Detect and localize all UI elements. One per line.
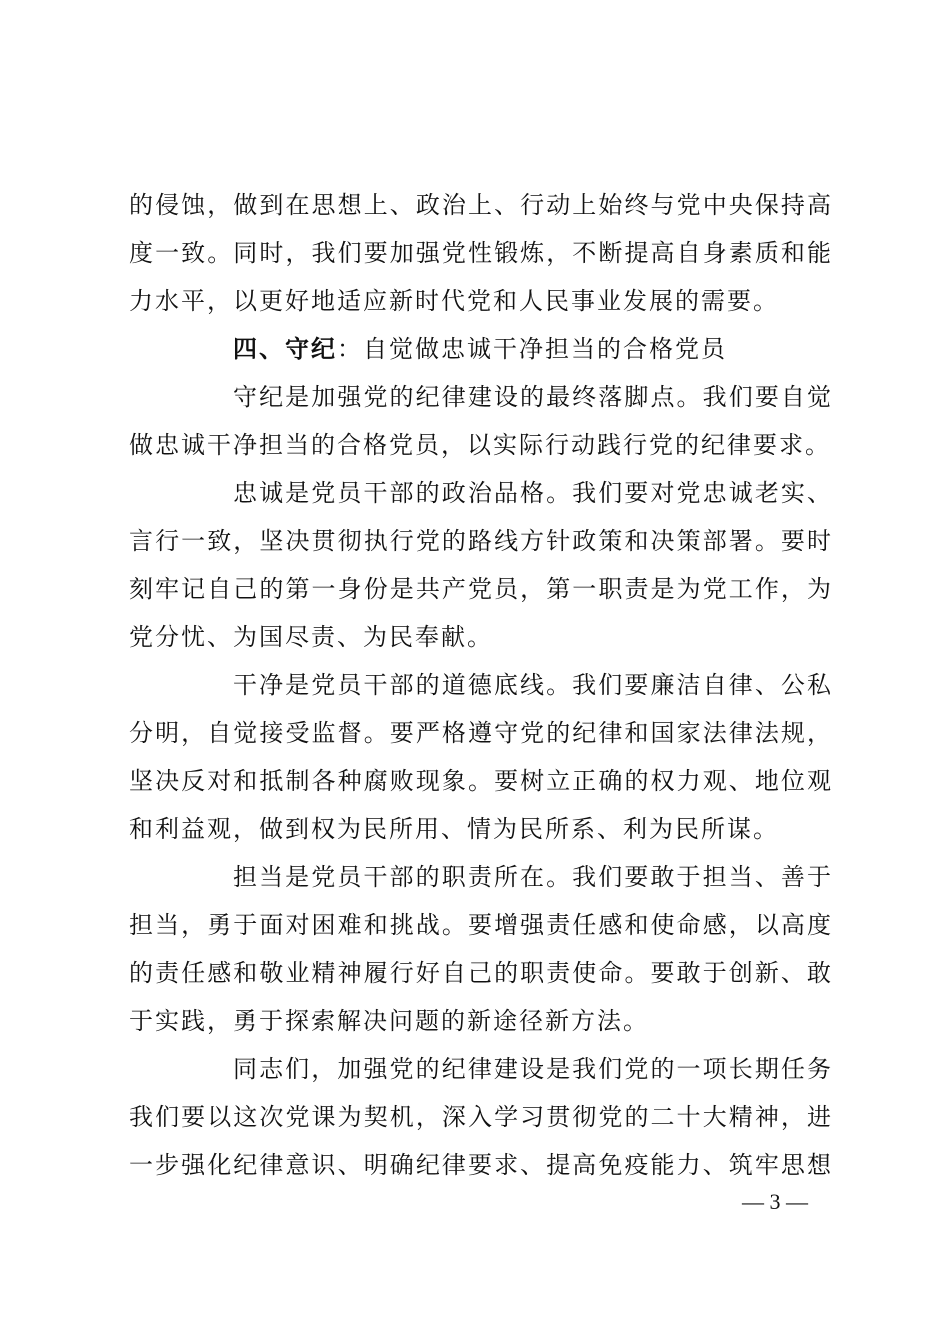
- section-heading-number: 四、守纪: [233, 335, 337, 363]
- text-line: 忠诚是党员干部的政治品格。我们要对党忠诚老实、: [233, 479, 831, 507]
- page-number: — 3 —: [742, 1189, 808, 1214]
- text-line: 的责任感和敬业精神履行好自己的职责使命。要敢于创新、敢: [129, 959, 831, 987]
- text-line: 度一致。同时，我们要加强党性锻炼，不断提高自身素质和能: [129, 239, 831, 267]
- text-line: 我们要以这次党课为契机，深入学习贯彻党的二十大精神，进: [129, 1103, 831, 1131]
- text-line: 做忠诚干净担当的合格党员，以实际行动践行党的纪律要求。: [129, 431, 831, 459]
- text-line: 言行一致，坚决贯彻执行党的路线方针政策和决策部署。要时: [129, 527, 831, 555]
- text-line: 的侵蚀，做到在思想上、政治上、行动上始终与党中央保持高: [129, 191, 831, 219]
- text-line: 一步强化纪律意识、明确纪律要求、提高免疫能力、筑牢思想: [129, 1151, 831, 1179]
- text-line: 坚决反对和抵制各种腐败现象。要树立正确的权力观、地位观: [129, 767, 831, 795]
- text-line: 同志们，加强党的纪律建设是我们党的一项长期任务: [233, 1055, 831, 1083]
- text-line: 刻牢记自己的第一身份是共产党员，第一职责是为党工作，为: [129, 575, 831, 603]
- text-line: 干净是党员干部的道德底线。我们要廉洁自律、公私: [233, 671, 831, 699]
- text-line: 守纪是加强党的纪律建设的最终落脚点。我们要自觉: [233, 383, 831, 411]
- text-line: 担当是党员干部的职责所在。我们要敢于担当、善于: [233, 863, 831, 891]
- text-line: 于实践，勇于探索解决问题的新途径新方法。: [129, 1007, 649, 1035]
- text-line: 党分忧、为国尽责、为民奉献。: [129, 623, 493, 651]
- text-line: 分明，自觉接受监督。要严格遵守党的纪律和国家法律法规，: [129, 719, 831, 747]
- text-line: 和利益观，做到权为民所用、情为民所系、利为民所谋。: [129, 815, 779, 843]
- text-line: 担当，勇于面对困难和挑战。要增强责任感和使命感，以高度: [129, 911, 831, 939]
- body-text: [129, 181, 831, 1189]
- section-heading-title: ：自觉做忠诚干净担当的合格党员: [337, 335, 727, 363]
- section-heading: [129, 325, 831, 373]
- text-line: 力水平，以更好地适应新时代党和人民事业发展的需要。: [129, 287, 779, 315]
